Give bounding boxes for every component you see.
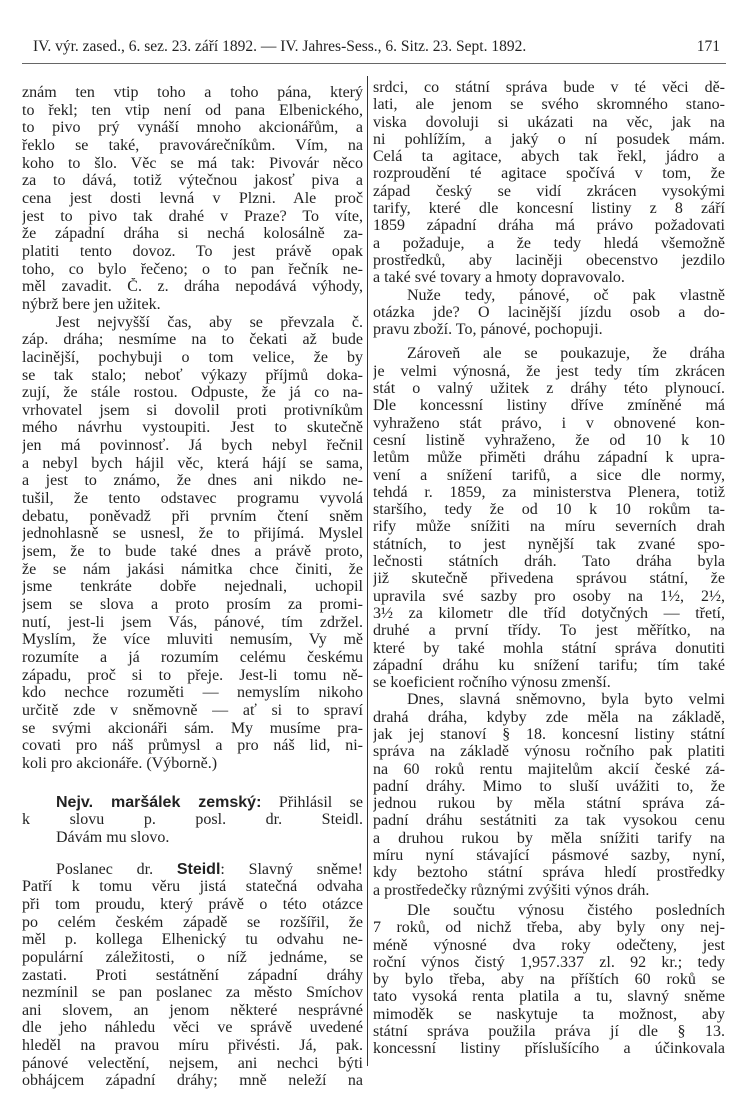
- text-line: prostředků, aby laciněji obecenstvo jezdilo: [373, 251, 725, 269]
- text-line: Celá ta agitace, abych tak řekl, jádro a: [373, 148, 725, 166]
- text-line: vení a snížení tarifů, a sice dle normy,: [373, 466, 725, 484]
- text-line: a požaduje, a že tedy hledá všemožně: [373, 234, 725, 252]
- text-line: jak jej stanoví § 18. koncesní listiny státní: [373, 725, 725, 743]
- paragraph: [373, 79, 725, 287]
- paragraph: [22, 794, 363, 847]
- text-line: by bylo třeba, aby na příštích 60 roků se: [373, 971, 725, 989]
- text-line: pravu zboží. To, pánové, pochopuji.: [373, 321, 603, 339]
- text-segment: Přihlásil se: [261, 793, 363, 811]
- text-line: pánové velectění, nejsem, ani nechci býti: [22, 1054, 363, 1072]
- text-line: platiti tento dovoz. To jest právě opak: [22, 242, 363, 260]
- text-line: stát o valný užitek z dráhy této plynoucí.: [373, 380, 725, 398]
- text-line: zastati. Proti sestátnění západní dráhy: [22, 966, 363, 984]
- text-line: rify může snížiti na míru severních drah: [373, 518, 725, 536]
- column-divider: [367, 76, 368, 1066]
- text-line: nýbrž bere jen užitek.: [22, 295, 161, 313]
- text-line: padní dráhu sestátniti za tak vysokou cenu: [373, 812, 725, 830]
- text-line: tato vysoká renta platila a tu, slavný sněme: [373, 988, 725, 1006]
- text-line: 7 roků, od nichž třeba, aby byly ony nej-: [373, 919, 725, 937]
- paragraph: [373, 691, 725, 899]
- text-line: otázka jde? O lacinější jízdu osob a do-: [373, 303, 725, 321]
- text-line: druhé a první třídy. To jest měřítko, na: [373, 622, 725, 640]
- text-line: lati, ale jenom se svého skromného stano-: [373, 96, 725, 114]
- text-line: covati pro náš průmysl a pro náš lid, ni-: [22, 737, 363, 755]
- text-line: západ český se vidí zkrácen vysokými: [373, 182, 725, 200]
- text-line: cesní listině vyhraženo, že od 10 k 10: [373, 431, 725, 449]
- paragraph: [22, 314, 363, 773]
- text-line: řeklo se také, pravovárečníkům. Vím, na: [22, 136, 363, 154]
- text-line: upravila své sazby pro osoby na 1½, 2½,: [373, 587, 725, 605]
- text-line: a prostředečky různými zvýšiti výnos dráh.: [373, 881, 650, 899]
- text-line: nutí, jest-li jsem Vás, pánové, tím zdržel.: [22, 613, 363, 631]
- text-line: Dle koncessní listiny dříve zmíněné má: [373, 397, 725, 415]
- text-line: na 60 roků rentu majitelům akcií české zá-: [373, 760, 725, 778]
- paragraph: [373, 287, 725, 339]
- speaker-name: Steidl: [176, 860, 221, 878]
- text-line: státní správa použila práva jí dle § 13.: [373, 1023, 725, 1041]
- text-line: lacinější, pochybuji o tom velice, že by: [22, 348, 363, 366]
- text-line: se svými akcionáři sám. My musíme pra-: [22, 719, 363, 737]
- text-segment: Poslanec dr.: [56, 860, 177, 878]
- text-line: padní dráhy. Mimo to sluší uvážiti to, že: [373, 777, 725, 795]
- text-line: to pivo prý vynáší mnoho akcionářům, a: [22, 119, 363, 137]
- text-line: mého návrhu vystoupiti. Jest to skutečně: [22, 419, 363, 437]
- right-column: [373, 79, 725, 1058]
- text-line: Jest nejvyšší čas, aby se převzala č.: [56, 313, 363, 331]
- text-line: debatu, poněvadž při prvním čtení sněm: [22, 507, 363, 525]
- text-line: kdo nechce rozuměti — nemyslím nikoho: [22, 684, 363, 702]
- text-line: k slovu p. posl. dr. Steidl.: [22, 811, 363, 829]
- text-line: Dle součtu výnosu čistého posledních: [407, 901, 725, 919]
- text-line: rozproudění té agitace spočívá v tom, že: [373, 165, 725, 183]
- paragraph: [22, 84, 363, 314]
- text-line: znám ten vtip toho a toho pána, který: [22, 84, 363, 101]
- text-line: a druhou rukou by měla snížiti tarify na: [373, 829, 725, 847]
- text-line: ni pohlížím, a jaký o ní posudek mám.: [373, 130, 725, 148]
- text-line: které by také mohla státní správa donutiti: [373, 639, 725, 657]
- text-line: a jest to známo, že dnes ani nikdo ne-: [22, 472, 363, 490]
- text-line: hleděl na pravou míru přivésti. Já, pak.: [22, 1037, 363, 1055]
- text-line: roční výnos čistý 1,957.337 zl. 92 kr.; tedy: [373, 953, 725, 971]
- text-line: určitě zde v sněmovně — ať si to spraví: [22, 701, 363, 719]
- text-line: jsme tenkráte dobře nejednali, uchopil: [22, 578, 363, 596]
- text-line: vyhraženo stát právo, i v obnovené kon-: [373, 414, 725, 432]
- text-line: toho, co bylo řečeno; o to pan řečník ne-: [22, 260, 363, 278]
- text-line: Zároveň ale se poukazuje, že dráha: [407, 345, 725, 363]
- text-line: již skutečně přivedena správou státní, že: [373, 570, 725, 588]
- text-line: koli pro akcionáře. (Výborně.): [22, 754, 218, 772]
- text-line: míru nyní stávající pásmové sazby, nyní,: [373, 847, 725, 865]
- paragraph: [22, 861, 363, 1091]
- text-line: Dnes, slavná sněmovno, byla byto velmi: [407, 691, 725, 709]
- speaker-name: Nejv. maršálek zemský:: [56, 793, 262, 811]
- text-line: Dávám mu slovo.: [56, 828, 170, 846]
- text-line: ani slovem, an jenom některé nesprávné: [22, 1001, 363, 1019]
- text-line: to řekl; ten vtip není od pana Elbenického,: [22, 101, 363, 119]
- text-line: populární záležitosti, o níž jednáme, se: [22, 948, 363, 966]
- text-line: jednohlasně se usnesl, že to přijímá. Myslel: [22, 525, 363, 543]
- text-line: viska dovoluji si ukázati na věc, jak na: [373, 113, 725, 131]
- text-line: koho to šlo. Věc se má tak: Pivovár něco: [22, 154, 363, 172]
- text-line: státních, to jest nynější tak zvané spo-: [373, 535, 725, 553]
- text-line: správa na základě výnosu ročního pak platiti: [373, 743, 725, 761]
- page-number: 171: [696, 38, 720, 55]
- text-segment: : Slavný sněme!: [220, 860, 363, 878]
- text-line: zují, že stále rostou. Odpuste, že já co na-: [22, 384, 363, 402]
- text-line: že západní dráha si nechá kolosálně za-: [22, 225, 363, 243]
- text-line: mimoděk se naskytuje ta možnost, aby: [373, 1005, 725, 1023]
- text-line: a také své tovary a hmoty dopravovalo.: [373, 269, 625, 287]
- text-line: se tak stalo; neboť výkazy příjmů doka-: [22, 366, 363, 384]
- paragraph: [373, 345, 725, 691]
- text-line: jsem se slova a proto prosím za promi-: [22, 596, 363, 614]
- text-line: jest to pivo tak drahé v Praze? To víte,: [22, 207, 363, 225]
- text-line: staršího, tedy že od 10 k 10 rokům ta-: [373, 501, 725, 519]
- text-line: obhájcem západní dráhy; mně neleží na: [22, 1072, 363, 1090]
- text-line: jednou rukou by měla státní správa zá-: [373, 795, 725, 813]
- text-line: a nebyl bych hájil věc, která hájí se sama,: [22, 454, 363, 472]
- text-line: Myslím, že více mluviti nemusím, Vy mě: [22, 631, 363, 649]
- text-line: měl zavadit. Č. z. dráha nepodává výhody,: [22, 278, 363, 296]
- text-line: letům může přiměti dráhu západní k upra-: [373, 449, 725, 467]
- text-line: po celém českém západě se rozšířil, že: [22, 913, 363, 931]
- text-line: méně výnosné dva roky odečteny, jest: [373, 936, 725, 954]
- text-line: rozumíte a já rozumím celému českému: [22, 649, 363, 666]
- text-line: [22, 794, 363, 812]
- text-line: 1859 západní dráha má právo požadovati: [373, 217, 725, 235]
- text-line: cena jest dosti levná v Plzni. Ale proč: [22, 189, 363, 207]
- text-line: drahá dráha, kdyby zde měla na základě,: [373, 708, 725, 726]
- text-line: měl p. kollega Elhenický tu odvahu ne-: [22, 931, 363, 949]
- text-line: lečnosti státních dráh. Tato dráha byla: [373, 553, 725, 571]
- running-header: [33, 38, 720, 60]
- paragraph: [373, 902, 725, 1058]
- left-column: [22, 84, 363, 1090]
- text-line: 3½ za kilometr dle tříd dotyčných — třetí,: [373, 604, 725, 622]
- text-line: [22, 861, 363, 879]
- text-line: koncessní listiny příslušícího a účinkovala: [373, 1040, 725, 1058]
- text-line: se koeficient ročního výnosu zmenší.: [373, 674, 611, 692]
- text-line: jen má povinnosť. Já bych nebyl řečnil: [22, 437, 363, 455]
- text-line: tehdá r. 1859, za ministerstva Plenera, totiž: [373, 483, 725, 501]
- text-line: záp. dráha; nesmíme na to čekati až bude: [22, 331, 363, 349]
- text-line: kdy beztoho státní správa hledí prostředky: [373, 864, 725, 882]
- text-line: západu, proč si to přeje. Jest-li tomu ně-: [22, 666, 363, 684]
- text-line: je velmi výnosná, že jest tedy tím zkrácen: [373, 362, 725, 380]
- text-line: že se nám jakási námitka chce činiti, že: [22, 560, 363, 578]
- text-line: Patří k tomu věru jistá statečná odvaha: [22, 878, 363, 896]
- text-line: nezmínil se pan poslanec za město Smíchov: [22, 984, 363, 1002]
- text-line: Nuže tedy, pánové, oč pak vlastně: [407, 286, 725, 304]
- text-line: při tom proudu, který právě o této otázce: [22, 895, 363, 913]
- text-line: za to dává, totiž výtečnou jakosť piva a: [22, 172, 363, 190]
- text-line: dle jeho náhledu věci ve správě uvedené: [22, 1019, 363, 1037]
- text-line: tarify, které dle koncesní listiny z 8 září: [373, 200, 725, 218]
- text-line: západní dráhu ku snížení tarifu; tím také: [373, 656, 725, 674]
- text-line: jsem, že to bude také dnes a právě proto,: [22, 543, 363, 561]
- header-divider: [22, 63, 726, 64]
- text-line: tušil, že tento odstavec programu vyvolá: [22, 490, 363, 508]
- text-line: vrhovatel jsem si dovolil proti protivníkům: [22, 401, 363, 419]
- header-title: IV. výr. zased., 6. sez. 23. září 1892. — IV. Jahres-Sess., 6. Sitz. 23. Sept. 1892.: [33, 38, 527, 55]
- text-line: srdci, co státní správa bude v té věci dě-: [373, 79, 725, 96]
